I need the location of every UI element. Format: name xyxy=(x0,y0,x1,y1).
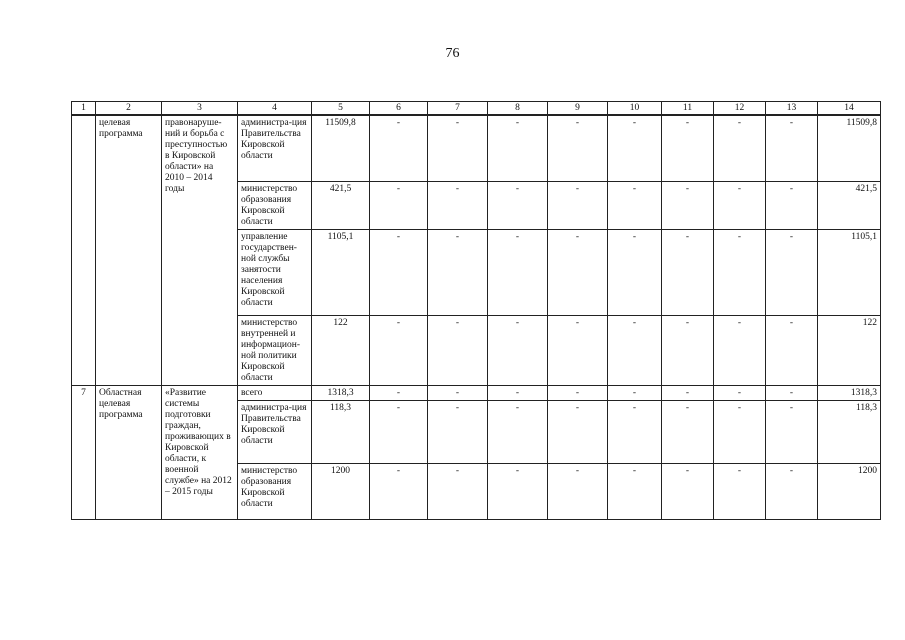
empty-value-cell: - xyxy=(370,315,428,385)
empty-value-cell: - xyxy=(428,315,488,385)
column-number: 9 xyxy=(548,102,608,116)
executor-cell: министерство образования Кировской области xyxy=(238,181,312,229)
empty-value-cell: - xyxy=(714,315,766,385)
column-number: 10 xyxy=(608,102,662,116)
column-number: 11 xyxy=(662,102,714,116)
empty-value-cell: - xyxy=(766,385,818,400)
empty-value-cell: - xyxy=(714,400,766,463)
total-cell: 1105,1 xyxy=(818,229,881,315)
empty-value-cell: - xyxy=(766,400,818,463)
amount-cell: 11509,8 xyxy=(312,115,370,181)
row-number-cell: 7 xyxy=(72,385,96,519)
empty-value-cell: - xyxy=(488,115,548,181)
page-number: 76 xyxy=(445,46,460,61)
empty-value-cell: - xyxy=(766,463,818,519)
empty-value-cell: - xyxy=(488,463,548,519)
column-number: 5 xyxy=(312,102,370,116)
row-number-cell xyxy=(72,115,96,385)
column-number: 14 xyxy=(818,102,881,116)
executor-cell: администра-ция Правительства Кировской области xyxy=(238,115,312,181)
total-cell: 1200 xyxy=(818,463,881,519)
amount-cell: 1318,3 xyxy=(312,385,370,400)
amount-cell: 118,3 xyxy=(312,400,370,463)
empty-value-cell: - xyxy=(428,463,488,519)
empty-value-cell: - xyxy=(370,229,428,315)
total-cell: 11509,8 xyxy=(818,115,881,181)
executor-cell: администра-ция Правительства Кировской области xyxy=(238,400,312,463)
program-type-cell: целевая программа xyxy=(96,115,162,385)
empty-value-cell: - xyxy=(662,181,714,229)
empty-value-cell: - xyxy=(766,181,818,229)
executor-cell: всего xyxy=(238,385,312,400)
empty-value-cell: - xyxy=(548,385,608,400)
empty-value-cell: - xyxy=(428,115,488,181)
amount-cell: 122 xyxy=(312,315,370,385)
program-name-cell: «Развитие системы подготовки граждан, проживающих в Кировской области, к военной службе» на 2012 – 2015 годы xyxy=(162,385,238,519)
empty-value-cell: - xyxy=(428,400,488,463)
empty-value-cell: - xyxy=(370,115,428,181)
column-number: 4 xyxy=(238,102,312,116)
empty-value-cell: - xyxy=(714,115,766,181)
empty-value-cell: - xyxy=(488,400,548,463)
amount-cell: 421,5 xyxy=(312,181,370,229)
empty-value-cell: - xyxy=(662,315,714,385)
program-name-cell: правонаруше-ний и борьба с преступностью в Кировской области» на 2010 – 2014 годы xyxy=(162,115,238,385)
amount-cell: 1200 xyxy=(312,463,370,519)
total-cell: 118,3 xyxy=(818,400,881,463)
empty-value-cell: - xyxy=(370,385,428,400)
empty-value-cell: - xyxy=(548,229,608,315)
empty-value-cell: - xyxy=(662,400,714,463)
budget-table xyxy=(71,101,881,520)
column-number: 3 xyxy=(162,102,238,116)
program-type-cell: Областная целевая программа xyxy=(96,385,162,519)
column-number-row xyxy=(72,102,881,116)
empty-value-cell: - xyxy=(608,181,662,229)
empty-value-cell: - xyxy=(608,463,662,519)
total-cell: 421,5 xyxy=(818,181,881,229)
empty-value-cell: - xyxy=(548,463,608,519)
empty-value-cell: - xyxy=(488,181,548,229)
empty-value-cell: - xyxy=(488,315,548,385)
empty-value-cell: - xyxy=(548,115,608,181)
empty-value-cell: - xyxy=(714,385,766,400)
empty-value-cell: - xyxy=(608,315,662,385)
column-number: 6 xyxy=(370,102,428,116)
empty-value-cell: - xyxy=(766,229,818,315)
column-number: 8 xyxy=(488,102,548,116)
table-row xyxy=(72,115,881,181)
empty-value-cell: - xyxy=(428,229,488,315)
column-number: 2 xyxy=(96,102,162,116)
empty-value-cell: - xyxy=(428,385,488,400)
total-cell: 122 xyxy=(818,315,881,385)
empty-value-cell: - xyxy=(428,181,488,229)
empty-value-cell: - xyxy=(608,400,662,463)
empty-value-cell: - xyxy=(608,229,662,315)
table-row xyxy=(72,385,881,400)
empty-value-cell: - xyxy=(488,385,548,400)
amount-cell: 1105,1 xyxy=(312,229,370,315)
empty-value-cell: - xyxy=(766,315,818,385)
column-number: 7 xyxy=(428,102,488,116)
empty-value-cell: - xyxy=(714,181,766,229)
executor-cell: министерство образования Кировской области xyxy=(238,463,312,519)
empty-value-cell: - xyxy=(548,400,608,463)
empty-value-cell: - xyxy=(608,385,662,400)
empty-value-cell: - xyxy=(662,115,714,181)
empty-value-cell: - xyxy=(370,181,428,229)
executor-cell: министерство внутренней и информацион-ной политики Кировской области xyxy=(238,315,312,385)
empty-value-cell: - xyxy=(548,315,608,385)
column-number: 12 xyxy=(714,102,766,116)
executor-cell: управление государствен-ной службы занятости населения Кировской области xyxy=(238,229,312,315)
empty-value-cell: - xyxy=(714,463,766,519)
empty-value-cell: - xyxy=(662,229,714,315)
column-number: 13 xyxy=(766,102,818,116)
empty-value-cell: - xyxy=(488,229,548,315)
empty-value-cell: - xyxy=(370,463,428,519)
empty-value-cell: - xyxy=(662,463,714,519)
empty-value-cell: - xyxy=(662,385,714,400)
column-number: 1 xyxy=(72,102,96,116)
empty-value-cell: - xyxy=(766,115,818,181)
empty-value-cell: - xyxy=(370,400,428,463)
empty-value-cell: - xyxy=(548,181,608,229)
empty-value-cell: - xyxy=(608,115,662,181)
empty-value-cell: - xyxy=(714,229,766,315)
total-cell: 1318,3 xyxy=(818,385,881,400)
